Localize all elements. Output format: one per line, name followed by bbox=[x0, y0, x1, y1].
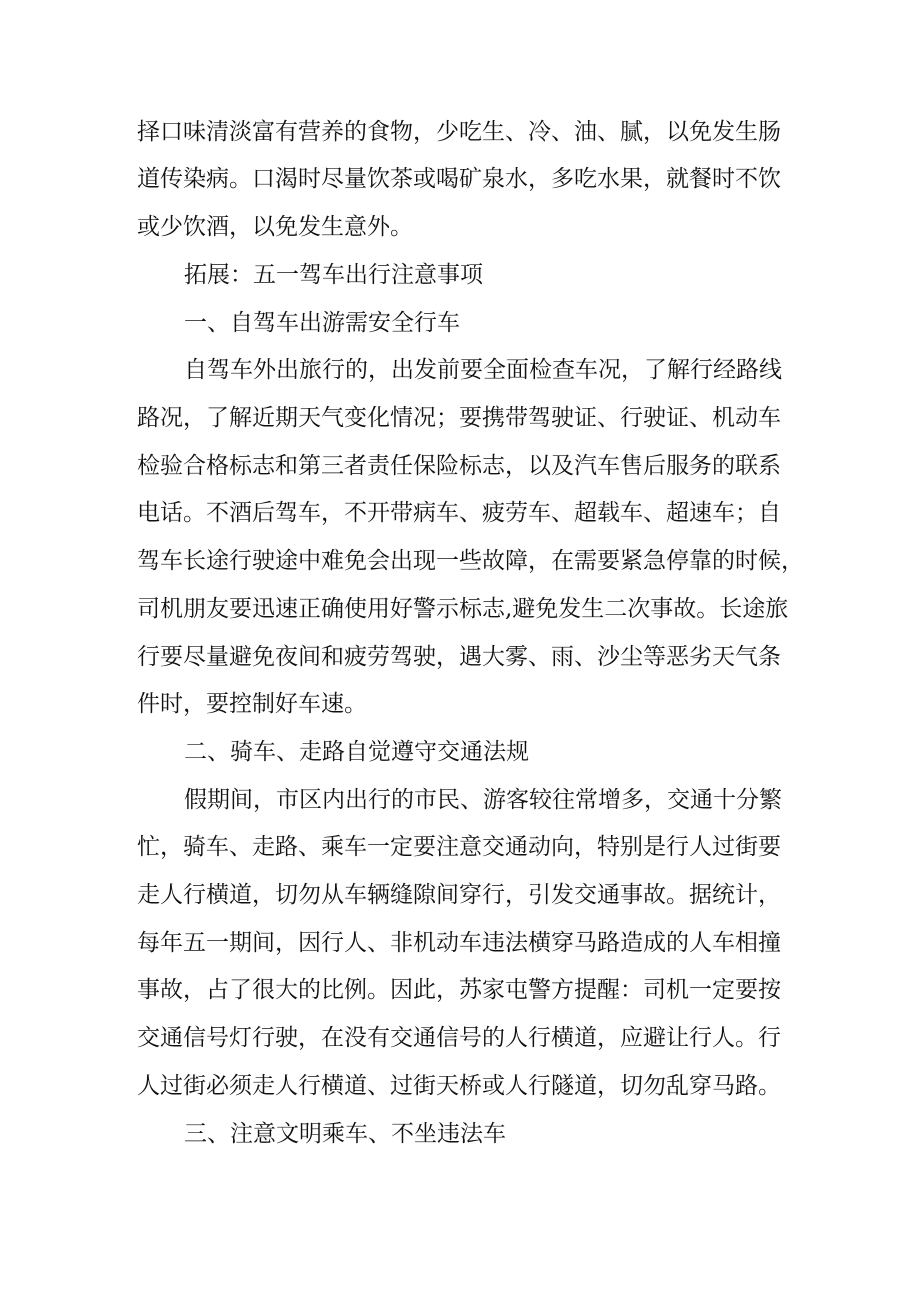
extension-heading: 拓展：五一驾车出行注意事项 bbox=[184, 262, 483, 288]
body-text-line: 件时，要控制好车速。 bbox=[137, 691, 367, 717]
section-heading-3: 三、注意文明乘车、不坐违法车 bbox=[184, 1121, 506, 1147]
body-text-line: 人过街必须走人行横道、过街天桥或人行隧道，切勿乱穿马路。 bbox=[137, 1073, 781, 1099]
body-text-line: 事故，占了很大的比例。因此，苏家屯警方提醒：司机一定要按 bbox=[137, 977, 781, 1003]
body-text-line: 每年五一期间，因行人、非机动车违法横穿马路造成的人车相撞 bbox=[137, 930, 781, 956]
body-text-line: 自驾车外出旅行的，出发前要全面检查车况，了解行经路线 bbox=[184, 357, 782, 383]
body-text-line: 司机朋友要迅速正确使用好警示标志,避免发生二次事故。长途旅 bbox=[137, 596, 789, 622]
body-text-line: 路况，了解近期天气变化情况；要携带驾驶证、行驶证、机动车 bbox=[137, 405, 781, 431]
body-text-line: 假期间，市区内出行的市民、游客较往常增多，交通十分繁 bbox=[184, 787, 782, 813]
body-text-line: 驾车长途行驶途中难免会出现一些故障，在需要紧急停靠的时候， bbox=[137, 548, 804, 574]
body-text-line: 检验合格标志和第三者责任保险标志，以及汽车售后服务的联系 bbox=[137, 453, 781, 479]
section-heading-2: 二、骑车、走路自觉遵守交通法规 bbox=[184, 739, 529, 765]
body-text-line: 交通信号灯行驶，在没有交通信号的人行横道，应避让行人。行 bbox=[137, 1025, 781, 1051]
section-heading-1: 一、自驾车出游需安全行车 bbox=[184, 310, 460, 336]
body-text-line: 走人行横道，切勿从车辆缝隙间穿行，引发交通事故。据统计， bbox=[137, 882, 781, 908]
body-text-line: 择口味清淡富有营养的食物，少吃生、冷、油、腻，以免发生肠 bbox=[137, 119, 781, 145]
body-text-line: 电话。不酒后驾车，不开带病车、疲劳车、超载车、超速车；自 bbox=[137, 500, 781, 526]
body-text-line: 或少饮酒，以免发生意外。 bbox=[137, 214, 413, 240]
body-text-line: 忙，骑车、走路、乘车一定要注意交通动向，特别是行人过街要 bbox=[137, 834, 781, 860]
body-text-line: 道传染病。口渴时尽量饮茶或喝矿泉水，多吃水果，就餐时不饮 bbox=[137, 166, 781, 192]
body-text-line: 行要尽量避免夜间和疲劳驾驶，遇大雾、雨、沙尘等恶劣天气条 bbox=[137, 644, 781, 670]
